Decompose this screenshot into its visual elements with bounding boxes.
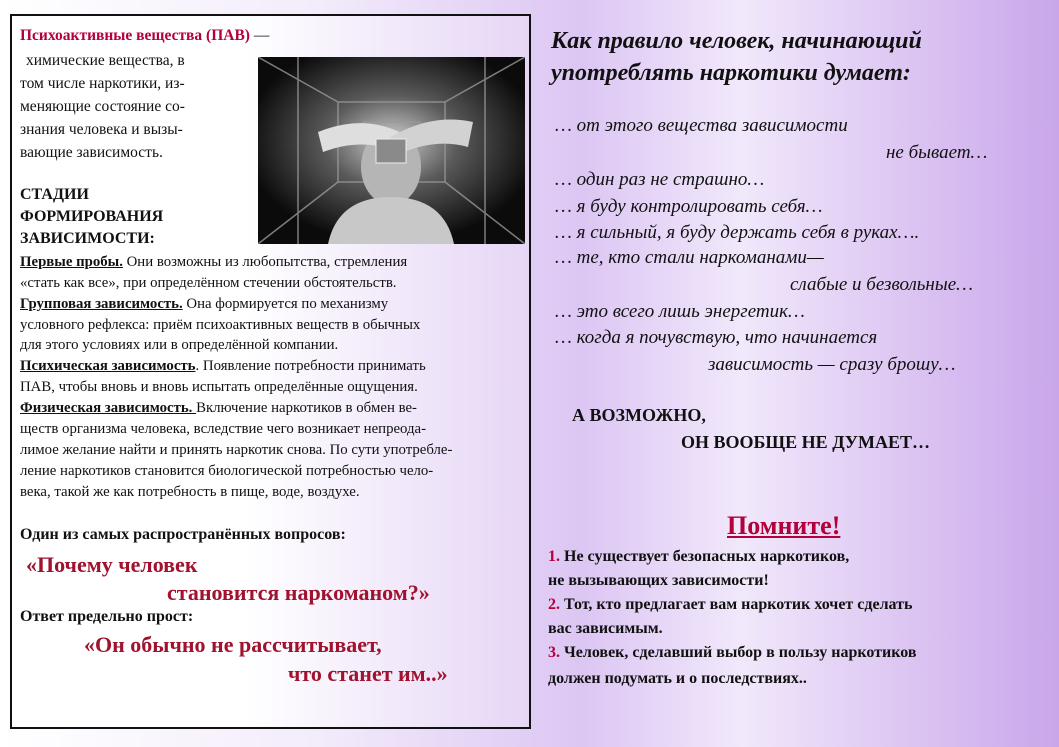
stage1-line-1 [20,252,407,273]
stage2-term: Групповая зависимость. [20,296,183,312]
photo-drawing [258,57,525,244]
left-panel [10,14,531,729]
rule-1-line-1 [548,546,849,568]
definition-line-2: том числе наркотики, из- [20,75,185,92]
thought-2: не бывает… [886,142,988,163]
rule-2-line-1 [548,594,912,616]
answer-line-1: «Он обычно не рассчитывает, [84,632,382,657]
thought-1: … от этого вещества зависимости [555,115,848,136]
definition-line-3: меняющие состояние со- [20,98,185,115]
stage3-line-1 [20,356,426,377]
question-line-2: становится наркоманом?» [167,580,430,605]
right-heading-1: Как правило человек, начинающий [551,28,922,54]
definition-term: Психоактивные вещества (ПАВ) [20,27,250,44]
stages-title-1: СТАДИИ [20,186,89,203]
rule-1-text-1: Не существует безопасных наркотиков, [560,548,850,565]
stage1-text-1: Они возможны из любопытства, стремления [122,254,408,270]
stage4-line-2: ществ организма человека, вследствие чего возникает непреода- [20,421,427,437]
thought-8: … это всего лишь энергетик… [555,301,805,322]
stage4-line-5: века, такой же как потребность в пище, воде, воздухе. [20,484,360,500]
stage2-line-3: для этого условиях или в определённой компании. [20,337,339,353]
stage1-line-2: «стать как все», при определённом стечении обстоятельств. [20,275,397,291]
stage4-text-1: Включение наркотиков в обмен ве- [196,400,417,416]
right-heading-2: употреблять наркотики думает: [551,60,911,86]
thought-10: зависимость — сразу брошу… [708,354,956,375]
rule-3-line-1 [548,642,916,664]
question-intro: Один из самых распространённых вопросов: [20,526,346,543]
rule-1-number: 1. [548,548,560,565]
stage3-line-2: ПАВ, чтобы вновь и вновь испытать определённые ощущения. [20,379,418,395]
definition-line-4: знания человека и вызы- [20,121,183,138]
definition-line-5: вающие зависимость. [20,144,163,161]
rule-3-number: 3. [548,644,560,661]
thought-7: слабые и безвольные… [790,274,974,295]
remember-title: Помните! [727,511,841,540]
rule-1-line-2: не вызывающих зависимости! [548,572,769,589]
answer-intro: Ответ предельно прост: [20,608,194,625]
maybe-line-1: А ВОЗМОЖНО, [572,405,706,425]
hands-over-face-photo [258,57,525,244]
thought-4: … я буду контролировать себя… [555,196,823,217]
stages-title-3: ЗАВИСИМОСТИ: [20,230,155,247]
stage4-line-1 [20,398,417,419]
stage1-term: Первые пробы. [20,254,123,270]
thought-9: … когда я почувствую, что начинается [555,327,878,348]
stage2-line-1 [20,294,388,315]
question-line-1: «Почему человек [26,552,198,577]
rule-3-line-2: должен подумать и о последствиях.. [548,670,807,687]
stages-title-2: ФОРМИРОВАНИЯ [20,208,164,225]
answer-line-2: что станет им..» [288,661,448,686]
thought-3: … один раз не страшно… [555,169,765,190]
maybe-line-2: ОН ВООБЩЕ НЕ ДУМАЕТ… [681,432,931,452]
stage4-term: Физическая зависимость. [20,400,197,416]
stage4-line-4: ление наркотиков становится биологической потребностью чело- [20,463,434,479]
stage4-line-3: лимое желание найти и принять наркотик снова. По сути употребле- [20,442,453,458]
rule-3-text-1: Человек, сделавший выбор в пользу наркотиков [560,644,917,661]
definition-heading [20,26,269,45]
stage3-term: Психическая зависимость [20,358,196,374]
stage3-text-1: . Появление потребности принимать [195,358,426,374]
rule-2-text-1: Тот, кто предлагает вам наркотик хочет сделать [560,596,913,613]
stage2-line-2: условного рефлекса: приём психоактивных веществ в обычных [20,317,421,333]
definition-dash: — [249,27,270,44]
rule-2-number: 2. [548,596,560,613]
thought-6: … те, кто стали наркоманами— [555,247,824,268]
rule-2-line-2: вас зависимым. [548,620,663,637]
thought-5: … я сильный, я буду держать себя в руках…. [555,222,920,243]
stage2-text-1: Она формируется по механизму [182,296,389,312]
definition-line-1: химические вещества, в [26,52,185,69]
